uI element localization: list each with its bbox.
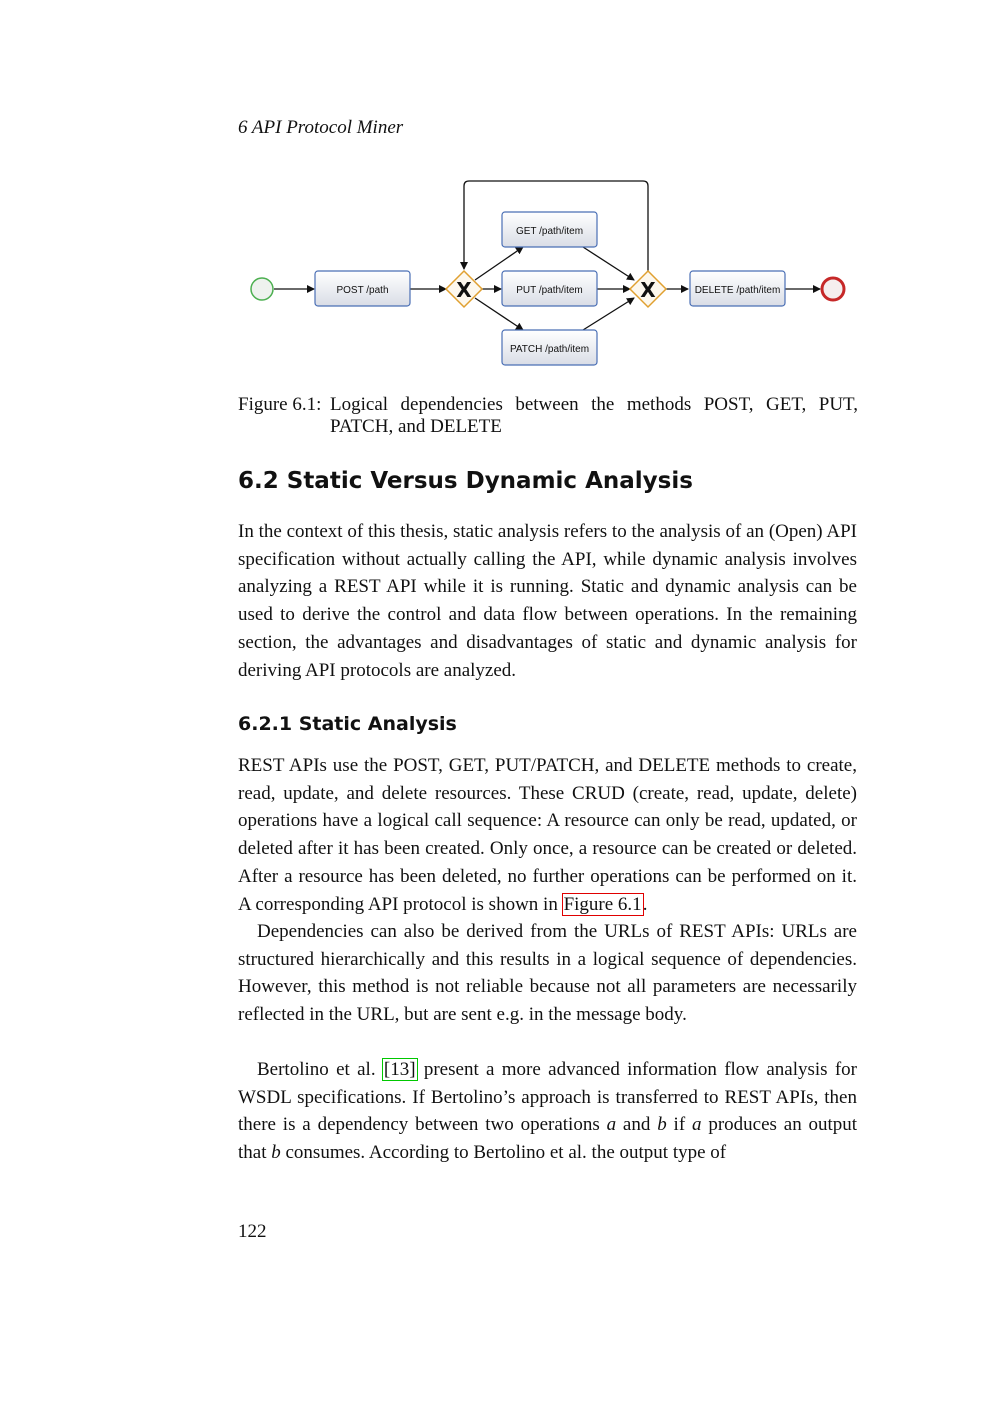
svg-text:PUT /path/item: PUT /path/item [516, 285, 583, 296]
section-heading: 6.2 Static Versus Dynamic Analysis [238, 468, 693, 494]
exclusive-gateway-split [446, 271, 482, 307]
caption-text: Logical dependencies between the methods POST, GET, PUT, PATCH, and DELETE [330, 394, 858, 437]
subsection-paragraph-2: Dependencies can also be derived from the URLs of REST APIs: URLs are structured hierarchically and this results in a logical sequence of dependencies. However, this method is not reliable because not all parameters are necessarily reflected in the URL, but are sent e.g. in the message body. [238, 921, 857, 1026]
subsection-paragraph-1 [238, 752, 857, 918]
api-protocol-diagram [238, 176, 858, 372]
section-paragraph-1: In the context of this thesis, static analysis refers to the analysis of an (Open) API specification without actually calling the API, while dynamic analysis involves analyzing a REST API while it is running. Static and dynamic analysis can be used to derive the control and data flow between operations. In the remaining section, the advantages and disadvantages of static and dynamic analysis for deriving API protocols are analyzed. [238, 521, 857, 681]
task-patch [502, 330, 597, 365]
running-head: 6 API Protocol Miner [238, 117, 404, 138]
page-number: 122 [238, 1221, 267, 1242]
task-put [502, 271, 597, 306]
para-text: present a more advanced information flow analysis for WSDL specifications. If Bertolino’s approach is transferred to REST APIs, then there is a dependency between two operations [238, 1059, 858, 1136]
subsection-heading: 6.2.1 Static Analysis [238, 713, 457, 735]
math-variable: b [657, 1114, 667, 1136]
para-text: Bertolino et al. [257, 1059, 376, 1080]
svg-text:DELETE /path/item: DELETE /path/item [694, 285, 781, 296]
end-event [822, 278, 844, 300]
svg-text:PATCH /path/item: PATCH /path/item [509, 344, 590, 355]
task-post [315, 271, 410, 306]
figure-reference-link[interactable]: Figure 6.1 [563, 893, 642, 915]
task-get [502, 212, 597, 247]
svg-text:GET /path/item: GET /path/item [515, 226, 584, 237]
start-event [251, 278, 273, 300]
para-text: . [642, 893, 648, 915]
caption-number: Figure 6.1: [238, 394, 322, 415]
para-text: REST APIs use the POST, GET, PUT/PATCH, and DELETE methods to create, read, update, and delete resources. These CRUD (create, read, update, delete) operations have a logical call sequence: A resource can only be read, updated, or deleted after it has been created. Only once, a resource can be created or deleted. After a resource has been deleted, no further operations can be performed on it. A corresponding API protocol is shown in [238, 755, 857, 915]
task-delete [690, 271, 785, 306]
math-variable: a [692, 1114, 702, 1136]
math-variable: b [271, 1142, 281, 1164]
svg-text:X: X [640, 278, 656, 302]
para-text: and [622, 1114, 651, 1136]
para-text: consumes. According to Bertolino et al. the output type of [285, 1142, 727, 1164]
subsection-paragraph-3 [238, 1056, 857, 1167]
math-variable: a [606, 1114, 617, 1136]
citation-link[interactable]: [13] [383, 1059, 416, 1080]
svg-text:POST /path: POST /path [336, 285, 389, 296]
para-text: if [673, 1114, 686, 1136]
exclusive-gateway-join [630, 271, 666, 307]
figure-caption [238, 394, 858, 438]
para-text: produces an output that [238, 1114, 858, 1164]
svg-text:X: X [456, 278, 472, 302]
